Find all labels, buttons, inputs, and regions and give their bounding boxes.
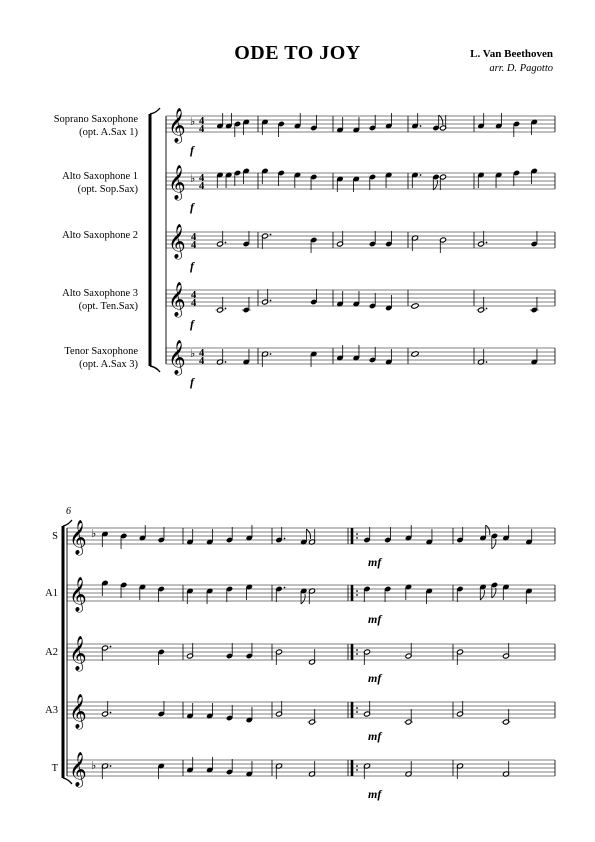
- measure-2: [262, 351, 318, 367]
- treble-clef: 𝄞: [168, 341, 186, 374]
- dot: [110, 646, 112, 648]
- measure-6: [102, 701, 165, 717]
- staff-1: [52, 520, 555, 569]
- note-flag: [486, 525, 490, 535]
- repeat-dot: [356, 765, 358, 767]
- measure-8: [276, 649, 316, 665]
- dot: [225, 242, 227, 244]
- repeat-dot: [356, 711, 358, 713]
- flat-sign: ♭: [91, 528, 97, 540]
- measure-5: [478, 113, 538, 137]
- instrument-option: (opt. A.Sax 3): [79, 359, 138, 370]
- staff-3: [62, 224, 555, 273]
- dynamic-marking: mf: [368, 729, 382, 743]
- time-signature-bottom: 4: [199, 356, 205, 367]
- instrument-name: Tenor Saxophone: [64, 346, 138, 357]
- measure-5: [478, 231, 538, 247]
- dot: [225, 308, 227, 310]
- measure-1: [217, 349, 250, 365]
- bracket-bottom: [150, 366, 160, 372]
- flat-sign: ♭: [190, 116, 196, 128]
- dynamic-marking: f: [190, 143, 194, 157]
- treble-clef: 𝄞: [168, 166, 186, 199]
- measure-10: [457, 701, 511, 725]
- repeat-dot: [356, 594, 358, 596]
- measure-10: [457, 525, 533, 549]
- staff-2: [62, 165, 555, 214]
- instrument-name: Alto Saxophone 3: [62, 288, 138, 299]
- dynamic-marking: mf: [368, 555, 382, 569]
- dynamic-marking: mf: [368, 612, 382, 626]
- time-signature-bottom: 4: [199, 124, 205, 135]
- treble-clef: 𝄞: [69, 578, 87, 611]
- measure-5: [478, 349, 538, 365]
- treble-clef: 𝄞: [69, 521, 87, 554]
- time-signature-bottom: 4: [191, 240, 197, 251]
- instrument-name: Soprano Saxophone: [53, 114, 138, 125]
- bracket-top: [150, 108, 160, 114]
- dynamic-marking: mf: [368, 787, 382, 801]
- flat-sign: ♭: [190, 348, 196, 360]
- dot: [284, 587, 286, 589]
- measure-7: [187, 643, 253, 659]
- flat-sign: ♭: [190, 173, 196, 185]
- dot: [225, 361, 227, 363]
- measure-2: [262, 289, 318, 305]
- dynamic-marking: f: [190, 375, 194, 389]
- dot: [420, 125, 422, 127]
- measure-6: [102, 525, 165, 549]
- note-head: [411, 303, 419, 309]
- measure-4: [411, 303, 419, 309]
- measure-2: [262, 168, 318, 190]
- time-signature-top: 4: [199, 173, 205, 184]
- system-1: [54, 108, 555, 389]
- repeat-dot: [356, 653, 358, 655]
- note-flag: [301, 594, 305, 604]
- staff-4: [45, 694, 555, 743]
- dynamic-marking: f: [190, 317, 194, 331]
- measure-1: [217, 231, 250, 247]
- treble-clef: 𝄞: [69, 695, 87, 728]
- repeat-dot: [356, 649, 358, 651]
- dot: [486, 242, 488, 244]
- dot: [486, 361, 488, 363]
- repeat-dot: [356, 537, 358, 539]
- instrument-name: Alto Saxophone 1: [62, 171, 138, 182]
- time-signature-top: 4: [191, 232, 197, 243]
- instrument-abbreviation: A2: [45, 647, 58, 658]
- dynamic-marking: mf: [368, 671, 382, 685]
- note-flag: [480, 590, 484, 600]
- dot: [270, 300, 272, 302]
- time-signature-top: 4: [199, 116, 205, 127]
- instrument-option: (opt. A.Sax 1): [79, 127, 138, 138]
- instrument-abbreviation: A3: [45, 705, 58, 716]
- treble-clef: 𝄞: [168, 225, 186, 258]
- repeat-dot: [356, 707, 358, 709]
- measure-1: [216, 297, 251, 313]
- time-signature-top: 4: [191, 290, 197, 301]
- dot: [284, 538, 286, 540]
- composer-credit: L. Van Beethoven: [470, 48, 553, 60]
- staff-1: [54, 108, 555, 157]
- instrument-abbreviation: S: [52, 531, 58, 542]
- measure-5: [477, 297, 539, 313]
- repeat-dot: [356, 533, 358, 535]
- treble-clef: 𝄞: [168, 283, 186, 316]
- treble-clef: 𝄞: [168, 109, 186, 142]
- measure-8: [276, 701, 317, 725]
- dynamic-marking: f: [190, 259, 194, 273]
- time-signature-bottom: 4: [199, 181, 205, 192]
- dot: [110, 765, 112, 767]
- staff-5: [52, 752, 555, 801]
- repeat-dot: [356, 769, 358, 771]
- measure-3: [337, 231, 393, 247]
- arranger-credit: arr. D. Pagotto: [489, 63, 553, 74]
- dot: [486, 308, 488, 310]
- measure-1: [217, 113, 250, 137]
- dot: [110, 712, 112, 714]
- instrument-abbreviation: T: [51, 763, 58, 774]
- measure-number: 6: [66, 506, 71, 517]
- staff-3: [45, 636, 555, 685]
- staff-2: [45, 577, 555, 626]
- system-2: [45, 506, 555, 801]
- instrument-name: Alto Saxophone 2: [62, 230, 138, 241]
- dynamic-marking: f: [190, 200, 194, 214]
- repeat-dot: [356, 590, 358, 592]
- treble-clef: 𝄞: [69, 753, 87, 786]
- time-signature-bottom: 4: [191, 298, 197, 309]
- dot: [420, 174, 422, 176]
- flat-sign: ♭: [91, 760, 97, 772]
- measure-9: [364, 701, 413, 725]
- note-flag: [306, 529, 310, 539]
- measure-10: [457, 643, 510, 665]
- instrument-option: (opt. Sop.Sax): [77, 184, 138, 195]
- measure-2: [262, 113, 318, 137]
- staff-5: [64, 340, 555, 389]
- measure-9: [364, 643, 412, 665]
- score-title: ODE TO JOY: [234, 42, 361, 64]
- treble-clef: 𝄞: [69, 637, 87, 670]
- dot: [270, 234, 272, 236]
- staff-4: [62, 282, 555, 331]
- instrument-abbreviation: A1: [45, 588, 58, 599]
- measure-6: [102, 763, 165, 779]
- time-signature-top: 4: [199, 348, 205, 359]
- measure-6: [102, 580, 165, 602]
- dot: [270, 353, 272, 355]
- instrument-option: (opt. Ten.Sax): [78, 301, 138, 312]
